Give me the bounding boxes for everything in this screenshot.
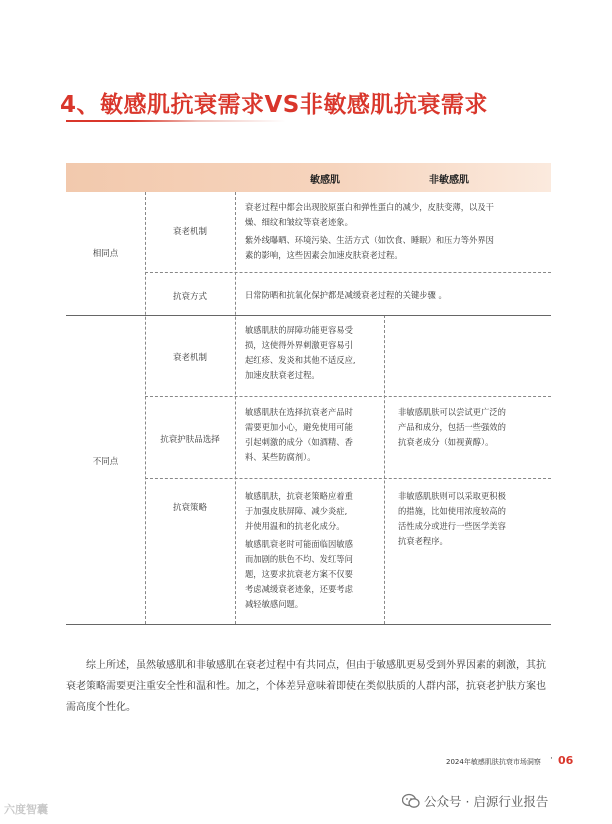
same-method-text: 日常防晒和抗氧化保护都是减缓衰老过程的关键步骤 。 <box>245 290 447 300</box>
row-label-product: 抗衰护肤品选择 <box>160 435 220 445</box>
group-divider <box>66 315 551 316</box>
row-label-strategy: 抗衰策略 <box>172 503 207 513</box>
table-header <box>66 163 551 192</box>
diff-strategy-sensitive-text: 敏感肌肤，抗衰老策略应着重 于加强皮肤屏障、减少炎症, 并使用温和的抗老化成分。 敏感肌衰老时可能面临因敏感 而加剧的肤色不均、发红等问 题，这要求抗衰老方案不仅要 考虑减缓衰老迹象，还要考虑 减轻敏感问题。 <box>245 491 353 609</box>
title-underline <box>66 120 286 122</box>
diff-mechanism-sensitive-text: 敏感肌肤的屏障功能更容易受 损，这使得外界刺激更容易引 起红疹、发炎和其他不适反应, 加速皮肤衰老过程。 <box>245 325 356 380</box>
watermark-left: 六度智囊 <box>4 803 48 816</box>
table-bottom-rule <box>66 624 551 625</box>
col-divider-1 <box>145 192 146 624</box>
footer-separator: · <box>550 754 553 764</box>
header-sensitive: 敏感肌 <box>310 175 340 186</box>
page-number: 06 <box>558 754 574 767</box>
row-label-mechanism: 衰老机制 <box>172 227 207 237</box>
diff-strategy-nonsensitive-text: 非敏感肌肤则可以采取更积极 的措施，比如使用浓度较高的 活性成分或进行一些医学美容 抗衰老程序。 <box>398 491 506 546</box>
header-nonsensitive: 非敏感肌 <box>429 175 469 186</box>
row-divider-3 <box>145 478 551 479</box>
same-mechanism-text: 衰老过程中都会出现胶原蛋白和弹性蛋白的减少，皮肤变薄，以及干 燥、细纹和皱纹等衰老迹象。 紫外线曝晒、环境污染、生活方式（如饮食、睡眠）和压力等外界因 素的影响，这些因素会加速皮肤衰老过程。 <box>245 202 494 260</box>
footer-report-title: 2024年敏感肌肤抗衰市场洞察 <box>446 758 541 766</box>
diff-product-sensitive-text: 敏感肌肤在选择抗衰老产品时 需要更加小心，避免使用可能 引起刺激的成分（如酒精、香 料、某些防腐剂）。 <box>245 407 353 462</box>
page-title: 4、敏感肌抗衰需求VS非敏感肌抗衰需求 <box>60 92 488 118</box>
row-divider-1 <box>145 272 551 273</box>
row-label-method: 抗衰方式 <box>172 292 207 302</box>
row-divider-2 <box>145 396 551 397</box>
watermark-right: 公众号 · 启源行业报告 <box>402 792 548 812</box>
diff-product-nonsensitive-text: 非敏感肌肤可以尝试更广泛的 产品和成分，包括一些强效的 抗衰老成分（如视黄醇）。 <box>398 407 506 447</box>
comparison-table <box>66 163 551 625</box>
summary-paragraph: 综上所述，虽然敏感肌和非敏感肌在衰老过程中有共同点，但由于敏感肌更易受到外界因素的刺激，其抗衰老策略需要更注重安全性和温和性。加之，个体差异意味着即使在类似肤质的人群内部，抗衰老护肤方案也需高度个性化。 <box>66 660 546 713</box>
group-same: 相同点 <box>92 249 119 259</box>
group-diff: 不同点 <box>92 457 119 467</box>
wechat-icon <box>402 793 420 812</box>
row-label-mechanism-diff: 衰老机制 <box>172 353 207 363</box>
col-divider-2 <box>235 192 236 624</box>
col-divider-3 <box>384 315 385 624</box>
